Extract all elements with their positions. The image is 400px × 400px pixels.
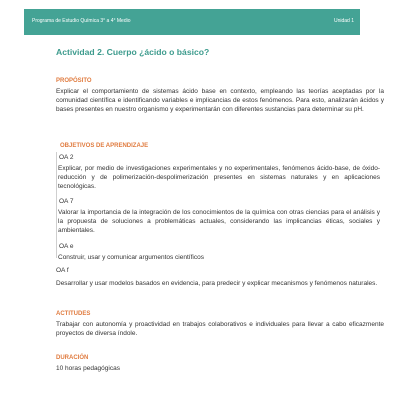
oa-text: Valorar la importancia de la integración de los conocimientos de la química con otras ciencias para el análisis y la propuesta de soluciones a problemáticas actuales, considerando las implicancias éticas, sociales y ambientales. bbox=[58, 209, 380, 234]
program-title: Programa de Estudio Química 3° a 4° Medio bbox=[32, 18, 131, 24]
oa-code: OA e bbox=[59, 243, 74, 250]
proposito-text: Explicar el comportamiento de sistemas ácido base en contexto, empleando las teorías aceptadas por la comunidad científica e identificando variables e implicancias de estos fenómenos. Para esto, analizarán ácidos y bases presentes en nuestro organismo y experimentarán con diferentes sustancias para determinar su pH. bbox=[56, 88, 384, 113]
objetivos-bracket bbox=[56, 152, 57, 258]
oa-code: OA 7 bbox=[59, 198, 74, 205]
duracion-heading: DURACIÓN bbox=[56, 355, 89, 361]
page-title: Actividad 2. Cuerpo ¿ácido o básico? bbox=[56, 47, 210, 57]
oa-text: Construir, usar y comunicar argumentos científicos bbox=[58, 254, 204, 261]
duracion-text: 10 horas pedagógicas bbox=[56, 365, 120, 372]
unit-label: Unidad 1 bbox=[333, 18, 354, 24]
proposito-heading: PROPÓSITO bbox=[56, 78, 92, 84]
oa-code: OA 2 bbox=[59, 154, 74, 161]
oa-code: OA f bbox=[56, 267, 69, 274]
oa-text: Explicar, por medio de investigaciones experimentales y no experimentales, fenómenos ácido-base, de óxido-reducción y de polimerización-despolimerización presentes en sistemas naturales y en aplicaciones tecnológicas. bbox=[58, 165, 380, 190]
actitudes-heading: ACTITUDES bbox=[56, 311, 91, 317]
oa-text: Desarrollar y usar modelos basados en evidencia, para predecir y explicar mecanismos y fenómenos naturales. bbox=[56, 280, 378, 287]
actitudes-text: Trabajar con autonomía y proactividad en trabajos colaborativos e individuales para llevar a cabo eficazmente proyectos de diversa índole. bbox=[56, 321, 384, 337]
objetivos-heading: OBJETIVOS DE APRENDIZAJE bbox=[60, 143, 149, 149]
header-bar bbox=[24, 9, 360, 35]
